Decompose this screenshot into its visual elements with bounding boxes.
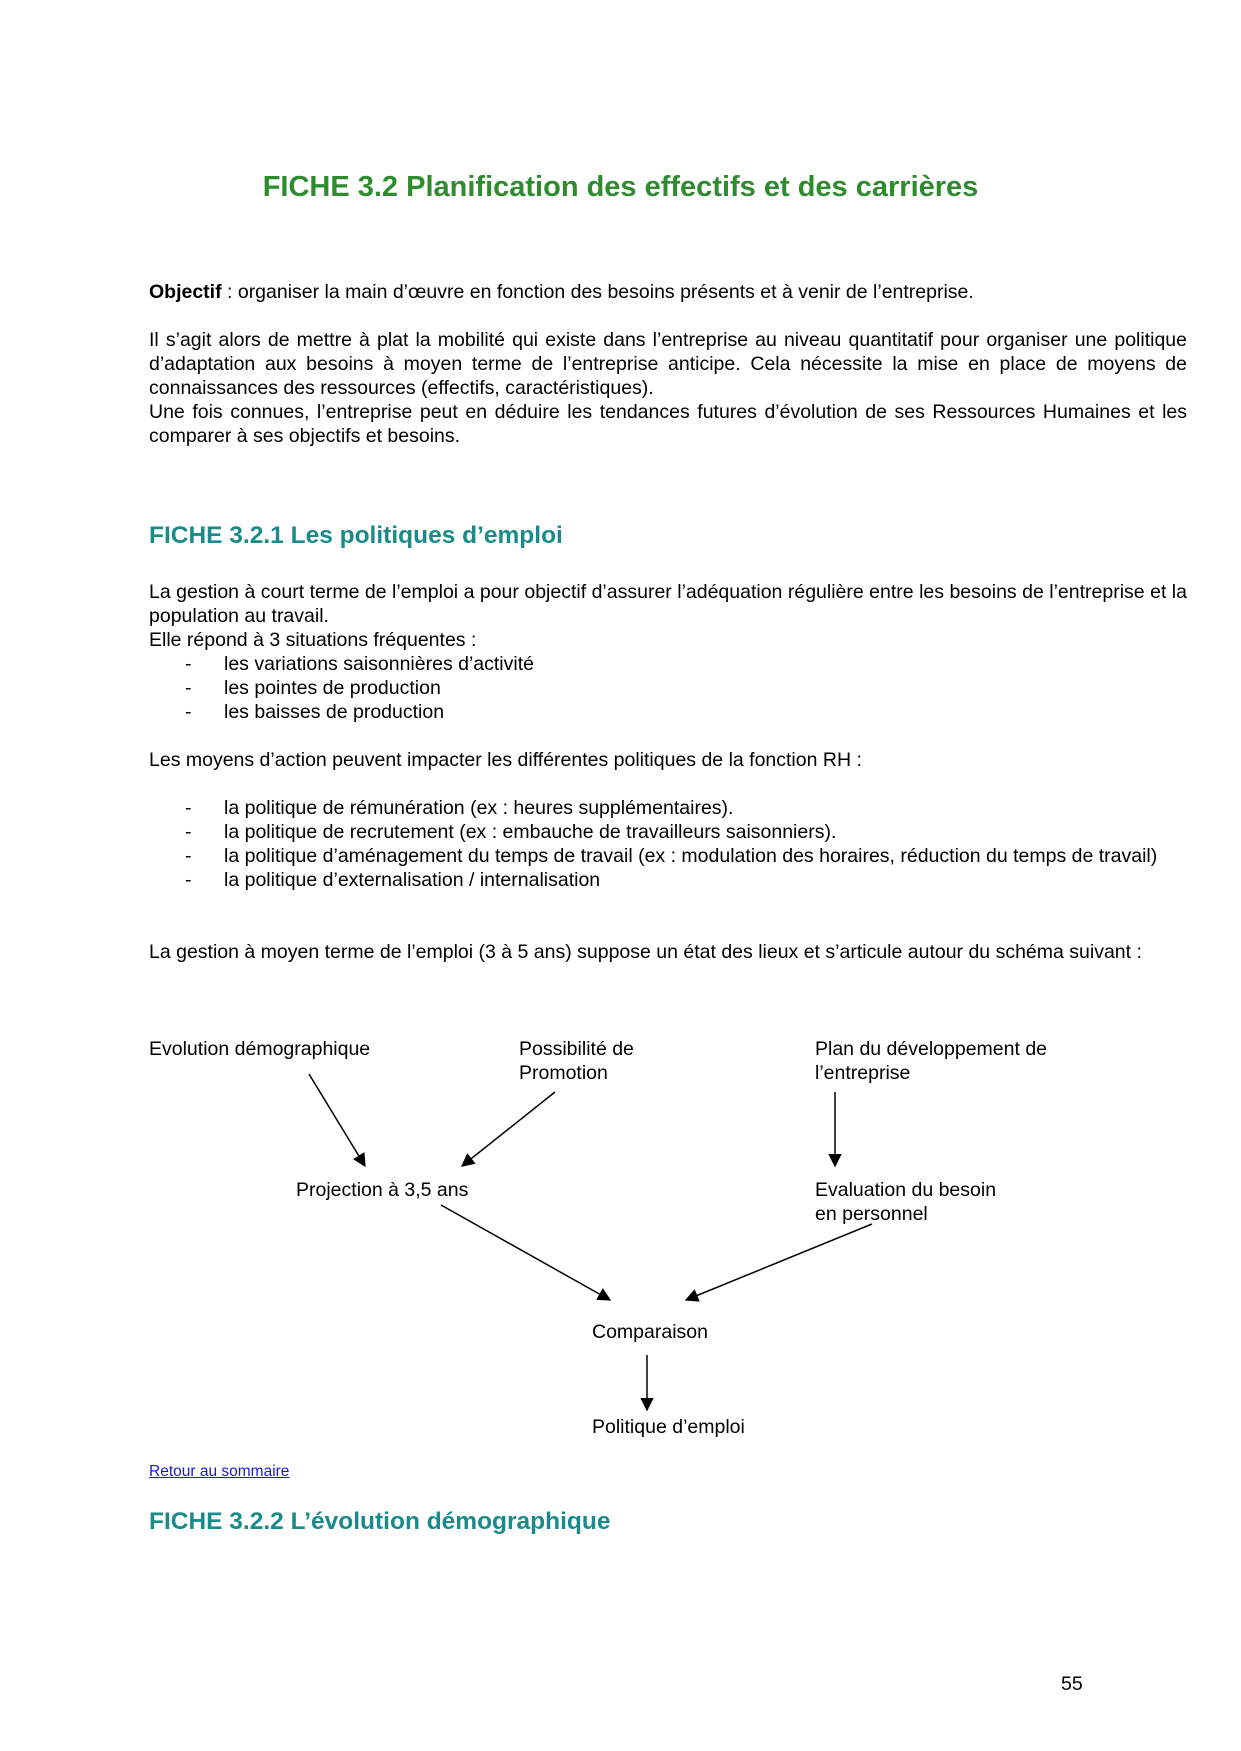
diagram-node-evaluation: Evaluation du besoin en personnel <box>815 1179 997 1225</box>
list-item: - les baisses de production <box>185 701 445 723</box>
arrow-projection-to-comparaison <box>441 1205 610 1300</box>
list-item: - la politique de rémunération (ex : heures supplémentaires). <box>185 797 734 819</box>
intro-paragraph-2: Une fois connues, l’entreprise peut en déduire les tendances futures d’évolution de ses Ressources Humaines et les comparer à ses objectifs et besoins. <box>149 401 1187 447</box>
section1-paragraph-2: Elle répond à 3 situations fréquentes : <box>149 629 477 651</box>
diagram-node-projection: Projection à 3,5 ans <box>296 1179 469 1201</box>
diagram-node-evolution: Evolution démographique <box>149 1038 371 1060</box>
diagram-node-promotion: Possibilité de Promotion <box>519 1038 634 1084</box>
section1-paragraph-3: Les moyens d’action peuvent impacter les différentes politiques de la fonction RH : <box>149 749 862 771</box>
back-to-summary-link[interactable]: Retour au sommaire <box>149 1463 290 1480</box>
objective-label: Objectif <box>149 281 222 303</box>
diagram-node-politique: Politique d’emploi <box>592 1416 745 1438</box>
diagram-node-plan: Plan du développement de l’entreprise <box>815 1038 1048 1084</box>
list-item: - la politique d’aménagement du temps de travail (ex : modulation des horaires, réduction du temps de travail) <box>185 845 1158 867</box>
list-item: - les variations saisonnières d’activité <box>185 653 534 675</box>
page-number: 55 <box>1061 1673 1083 1695</box>
list-item: - les pointes de production <box>185 677 441 699</box>
arrow-evaluation-to-comparaison <box>686 1224 872 1300</box>
arrow-evolution-to-projection <box>309 1074 365 1166</box>
page-title: FICHE 3.2 Planification des effectifs et des carrières <box>262 171 979 203</box>
section1-paragraph-1: La gestion à court terme de l’emploi a pour objectif d’assurer l’adéquation régulière entre les besoins de l’entreprise et la population au travail. <box>149 581 1187 627</box>
arrow-promotion-to-projection <box>462 1092 555 1166</box>
diagram-node-comparaison: Comparaison <box>592 1321 708 1343</box>
objective-text: : organiser la main d’œuvre en fonction des besoins présents et à venir de l’entreprise. <box>221 281 974 303</box>
section1-paragraph-4: La gestion à moyen terme de l’emploi (3 à 5 ans) suppose un état des lieux et s’articule autour du schéma suivant : <box>149 941 1142 963</box>
section-heading-3-2-2: FICHE 3.2.2 L’évolution démographique <box>149 1508 611 1535</box>
list-item: - la politique de recrutement (ex : embauche de travailleurs saisonniers). <box>185 821 837 843</box>
intro-paragraph-1: Il s’agit alors de mettre à plat la mobilité qui existe dans l’entreprise au niveau quantitatif pour organiser une politique d’adaptation aux besoins à moyen terme de l’entreprise anticipe. Cela nécessite la mise en place de moyens de connaissances des ressources (effectifs, caractéristiques). <box>149 329 1187 399</box>
list-item: - la politique d’externalisation / internalisation <box>185 869 601 891</box>
section-heading-3-2-1: FICHE 3.2.1 Les politiques d’emploi <box>149 522 563 549</box>
